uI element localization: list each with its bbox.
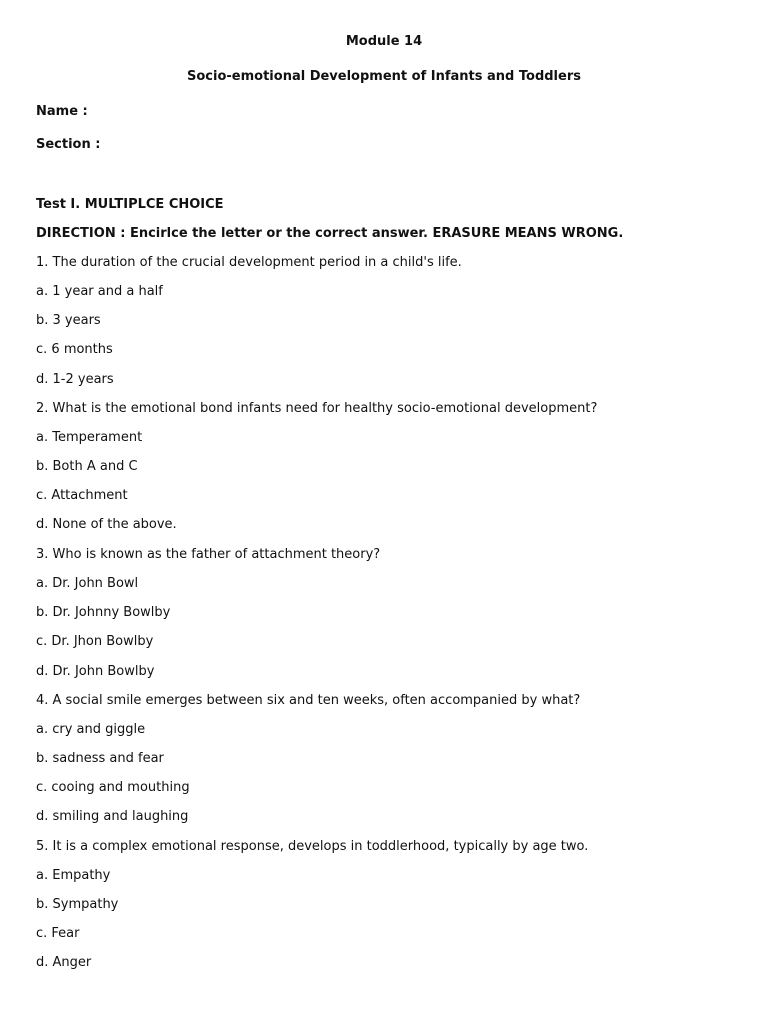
question-5: 5. It is a complex emotional response, develops in toddlerhood, typically by age two. [36, 839, 589, 854]
document-title: Socio-emotional Development of Infants and Toddlers [187, 69, 581, 84]
question-1: 1. The duration of the crucial development period in a child's life. [36, 255, 462, 270]
question-2: 2. What is the emotional bond infants need for healthy socio-emotional development? [36, 401, 598, 416]
test-direction: DIRECTION : Encirlce the letter or the correct answer. ERASURE MEANS WRONG. [36, 226, 624, 241]
choice-1d: d. 1-2 years [36, 372, 114, 387]
choice-2c: c. Attachment [36, 488, 128, 503]
choice-4d: d. smiling and laughing [36, 809, 189, 824]
choice-4b: b. sadness and fear [36, 751, 164, 766]
question-3: 3. Who is known as the father of attachment theory? [36, 547, 381, 562]
choice-5d: d. Anger [36, 955, 92, 970]
module-number: Module 14 [345, 34, 423, 49]
choice-1b: b. 3 years [36, 313, 101, 328]
choice-5c: c. Fear [36, 926, 80, 941]
choice-2b: b. Both A and C [36, 459, 138, 474]
choice-5b: b. Sympathy [36, 897, 119, 912]
choice-2d: d. None of the above. [36, 517, 177, 532]
choice-3a: a. Dr. John Bowl [36, 576, 139, 591]
choice-3b: b. Dr. Johnny Bowlby [36, 605, 171, 620]
choice-1c: c. 6 months [36, 342, 113, 357]
choice-2a: a. Temperament [36, 430, 143, 445]
choice-5a: a. Empathy [36, 868, 111, 883]
choice-4a: a. cry and giggle [36, 722, 146, 737]
choice-3c: c. Dr. Jhon Bowlby [36, 634, 154, 649]
choice-3d: d. Dr. John Bowlby [36, 664, 155, 679]
choice-1a: a. 1 year and a half [36, 284, 163, 299]
question-4: 4. A social smile emerges between six and ten weeks, often accompanied by what? [36, 693, 581, 708]
name-label: Name : [36, 104, 88, 119]
choice-4c: c. cooing and mouthing [36, 780, 190, 795]
section-label: Section : [36, 137, 101, 152]
test-heading: Test I. MULTIPLCE CHOICE [36, 197, 224, 212]
